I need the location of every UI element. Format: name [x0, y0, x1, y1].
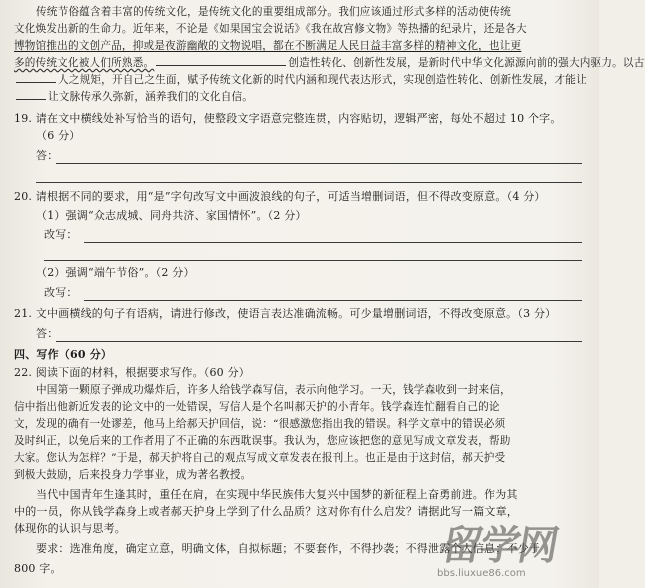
site-watermark	[415, 508, 593, 588]
question-21: 21. 文中画横线的句子有语病，请进行修改，使语言表达准确流畅。可少量增删词语，不得改变原意。（3 分）	[14, 307, 557, 320]
question-19-answer-line-2[interactable]	[36, 182, 582, 183]
question-20-sub-2: （2）强调“端午节俗”。（2 分）	[36, 266, 195, 279]
question-20-answer-line-2[interactable]	[84, 300, 582, 301]
question-19-score: （6 分）	[36, 129, 81, 142]
passage-line-4: 多的传统文化被人们所熟悉。 创造性转化、创新性发展，是新时代中华文化源源向前的强大内驱力。以古	[14, 57, 645, 69]
question-19: 19. 请在文中横线处补写恰当的语句，使整段文字语意完整连贯，内容贴切，逻辑严密，每处不超过 10 个字。	[14, 112, 562, 125]
passage-line-3	[14, 38, 586, 55]
section-4-title: 四、写作（60 分）	[14, 348, 113, 361]
question-21-answer-line[interactable]	[56, 341, 582, 342]
question-21-answer-label: 答：	[36, 327, 59, 340]
passage-line-5: 人之规矩，开自己之生面，赋予传统文化新的时代内涵和现代表达形式，实现创造性转化、创新性发展，才能让	[14, 72, 586, 89]
material-line-4: 及时纠正，以免后来的工作者用了不正确的东西耽误事。我认为，您应该把您的意见写成文章发表，帮助	[14, 435, 511, 447]
passage-line-1: 传统节俗蕴含着丰富的传统文化，是传统文化的重要组成部分。我们应该通过形式多样的活动使传统	[36, 6, 511, 18]
question-20-answer-line-1[interactable]	[84, 242, 582, 243]
requirement-line-2: 800 字。	[14, 562, 62, 575]
material-line-6: 到极大鼓励，后来投身力学事业，成为著名教授。	[14, 469, 252, 481]
material-line-1: 中国第一颗原子弹成功爆炸后，许多人给钱学森写信，表示向他学习。一天，钱学森收到一封来信，	[36, 384, 511, 396]
prompt-line-1: 当代中国青年生逢其时，重任在肩，在实现中华民族伟大复兴中国梦的新征程上奋勇前进。作为其	[36, 488, 518, 501]
material-line-3: 文，发现的确有一处谬差，他马上给郝天护回信，说：“很感激您指出我的错误。科学文章中的错误必须	[14, 418, 506, 430]
watermark-url: bbs.liuxue86.com	[437, 568, 526, 579]
underlined-sentence: 博物馆推出的文创产品，抑或是夜游幽敞的文物说唱，都在不断满足人民日益丰富多样的精神文化，也让更	[14, 40, 522, 52]
answer-blank-2[interactable]	[16, 72, 56, 83]
answer-blank-1[interactable]	[156, 55, 286, 66]
question-19-answer-label: 答：	[36, 149, 59, 162]
wavy-sentence: 多的传统文化被人们所熟悉。	[14, 57, 155, 69]
question-22: 22. 阅读下面的材料，根据要求写作。（60 分）	[14, 366, 250, 379]
question-20: 20. 请根据不同的要求，用“是”字句改写文中画波浪线的句子，可适当增删词语，但不得改变原意。（4 分）	[14, 190, 546, 203]
passage-line-6: 让文脉传承久弥新，涵养我们的文化自信。	[14, 89, 586, 106]
prompt-line-3: 体现你的认识与思考。	[14, 522, 126, 535]
material-line-2: 信中指出他新近发表的论文中的一处错误，写信人是个名叫郝天护的小青年。钱学森连忙翻看自己的论	[14, 401, 500, 413]
material-line-5: 大家。您认为怎样？”于是，郝天护将自己的观点写成文章发表在报刊上。也正是由于这封信，郝天护受	[14, 452, 506, 464]
question-20-rewrite-label-2: 改写：	[44, 286, 78, 299]
question-20-sub-1: （1）强调“众志成城、同舟共济、家国情怀”。（2 分）	[36, 209, 307, 222]
question-19-answer-line[interactable]	[56, 163, 582, 164]
passage-line-2: 文化焕发出新的生命力。近年来，不论是《如果国宝会说话》《我在故宫修文物》等热播的纪录片，还是各大	[14, 23, 527, 35]
question-20-rewrite-label-1: 改写：	[44, 228, 78, 241]
answer-blank-3[interactable]	[16, 89, 46, 100]
watermark-logo: 留学网	[438, 523, 561, 569]
requirement-line-1: 要求：选准角度，确定立意，明确文体，自拟标题；不要套作，不得抄袭；不得泄露个人信息；不少于	[36, 542, 540, 555]
question-20-answer-line-1b[interactable]	[44, 260, 582, 261]
prompt-line-2: 中的一员，你从钱学森身上或者郝天护身上学到了什么品质？这对你有什么启发？请据此写一篇文章，	[14, 505, 518, 518]
